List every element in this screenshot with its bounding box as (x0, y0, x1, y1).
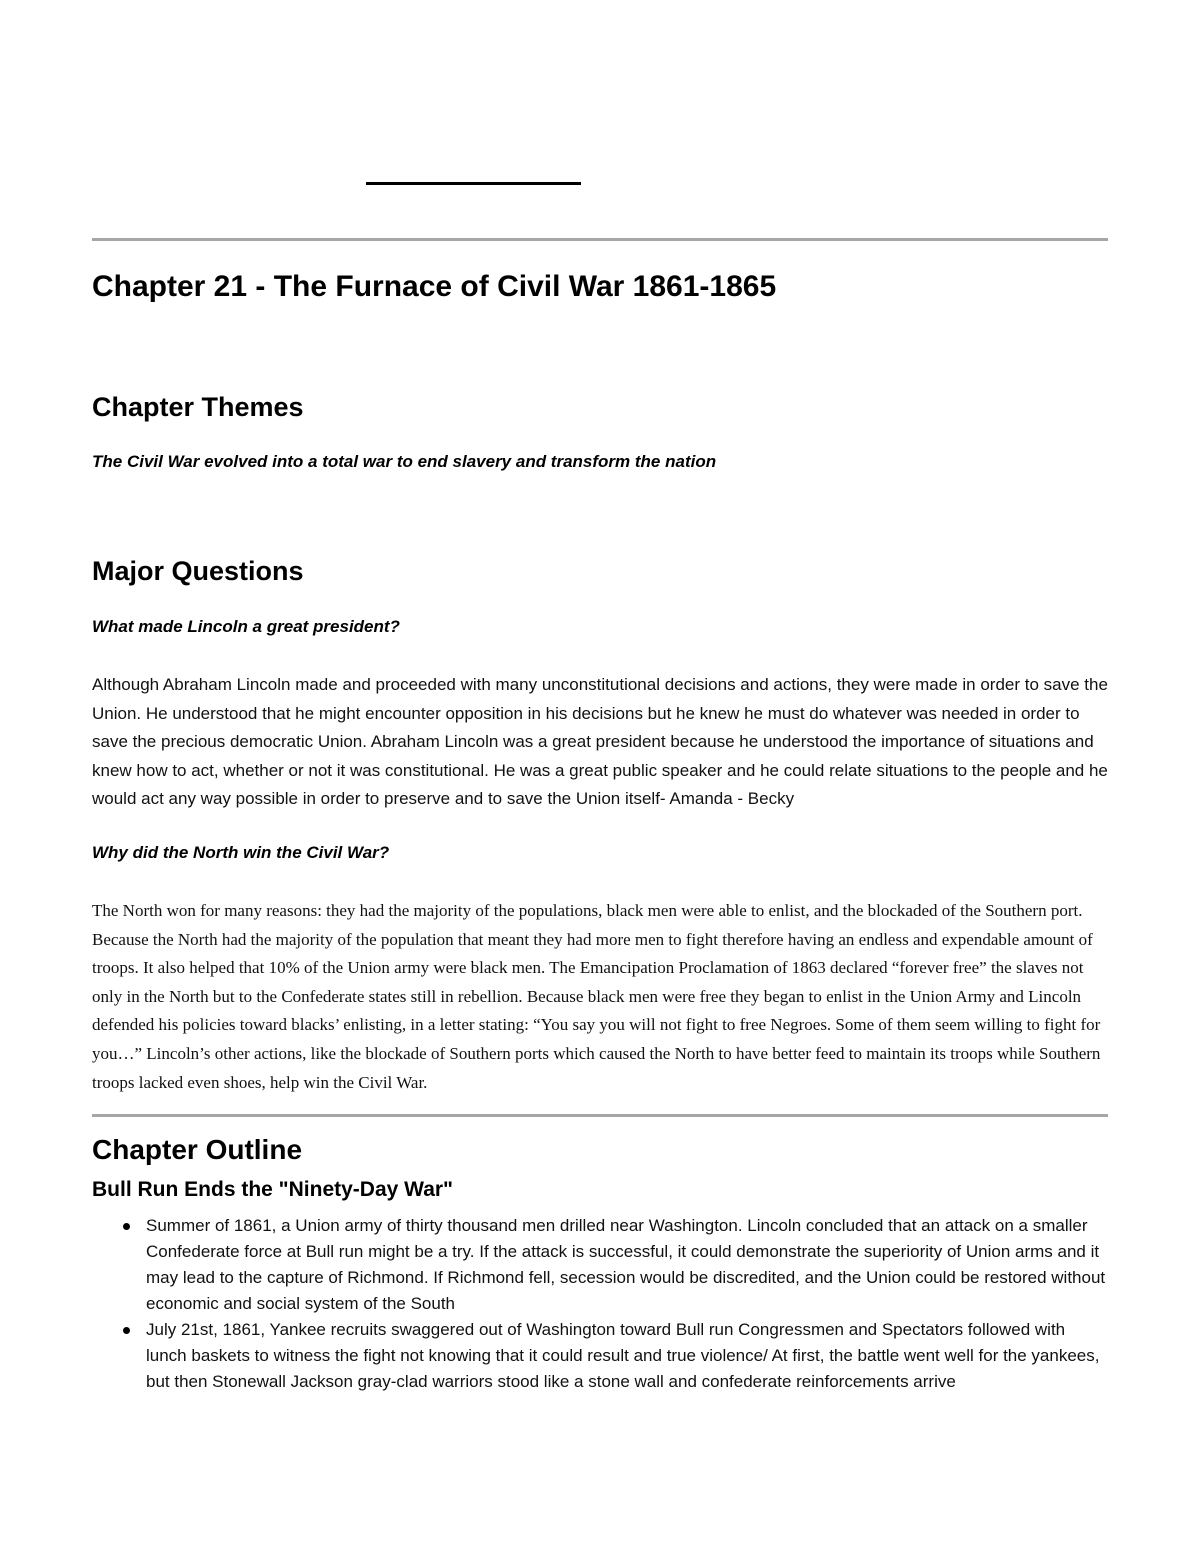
list-item-text: July 21st, 1861, Yankee recruits swaggered out of Washington toward Bull run Congressmen and Spectators followed with lunch baskets to witness the fight not knowing that it could result and true violence/ At first, the battle went well for the yankees, but then Stonewall Jackson gray-clad warriors stood like a stone wall and confederate reinforcements arrive (146, 1320, 1100, 1391)
list-item-text: Summer of 1861, a Union army of thirty thousand men drilled near Washington. Lincoln concluded that an attack on a smaller Confederate force at Bull run might be a try. If the attack is successful, it could demonstrate the superiority of Union arms and it may lead to the capture of Richmond. If Richmond fell, secession would be discredited, and the Union could be restored without economic and social system of the South (146, 1216, 1106, 1313)
chapter-theme-text: The Civil War evolved into a total war to end slavery and transform the nation (92, 452, 717, 471)
chapter-title: Chapter 21 - The Furnace of Civil War 1861-1865 (92, 270, 777, 303)
section-heading-bull-run: Bull Run Ends the "Ninety-Day War" (92, 1178, 453, 1201)
outline-bullet-list (92, 1213, 1108, 1395)
bullet-icon (123, 1327, 130, 1334)
major-questions-heading: Major Questions (92, 556, 304, 586)
question-2: Why did the North win the Civil War? (92, 843, 390, 862)
bullet-icon (123, 1223, 130, 1230)
section-divider-top (92, 238, 1108, 241)
name-blank-underline (366, 182, 581, 185)
chapter-outline-heading: Chapter Outline (92, 1134, 303, 1165)
list-item (92, 1317, 1108, 1395)
answer-2: The North won for many reasons: they had the majority of the populations, black men were able to enlist, and the blockaded of the Southern port. Because the North had the majority of the population that meant they had more men to fight therefore having an endless and expendable amount of troops. It also helped that 10% of the Union army were black men. The Emancipation Proclamation of 1863 declared “forever free” the slaves not only in the North but to the Confederate states still in rebellion. Because black men were free they began to enlist in the Union Army and Lincoln defended his policies toward blacks’ enlisting, in a letter stating: “You say you will not fight to free Negroes. Some of them seem willing to fight for you…” Lincoln’s other actions, like the blockade of Southern ports which caused the North to have better feed to maintain its troops while Southern troops lacked even shoes, help win the Civil War. (92, 901, 1101, 1092)
chapter-themes-heading: Chapter Themes (92, 392, 304, 422)
list-item (92, 1213, 1108, 1317)
question-1: What made Lincoln a great president? (92, 617, 400, 636)
answer-1: Although Abraham Lincoln made and proceeded with many unconstitutional decisions and actions, they were made in order to save the Union. He understood that he might encounter opposition in his decisions but he knew he must do whatever was needed in order to save the precious democratic Union. Abraham Lincoln was a great president because he understood the importance of situations and knew how to act, whether or not it was constitutional. He was a great public speaker and he could relate situations to the people and he would act any way possible in order to preserve and to save the Union itself- Amanda - Becky (92, 675, 1108, 809)
section-divider-bottom (92, 1114, 1108, 1117)
